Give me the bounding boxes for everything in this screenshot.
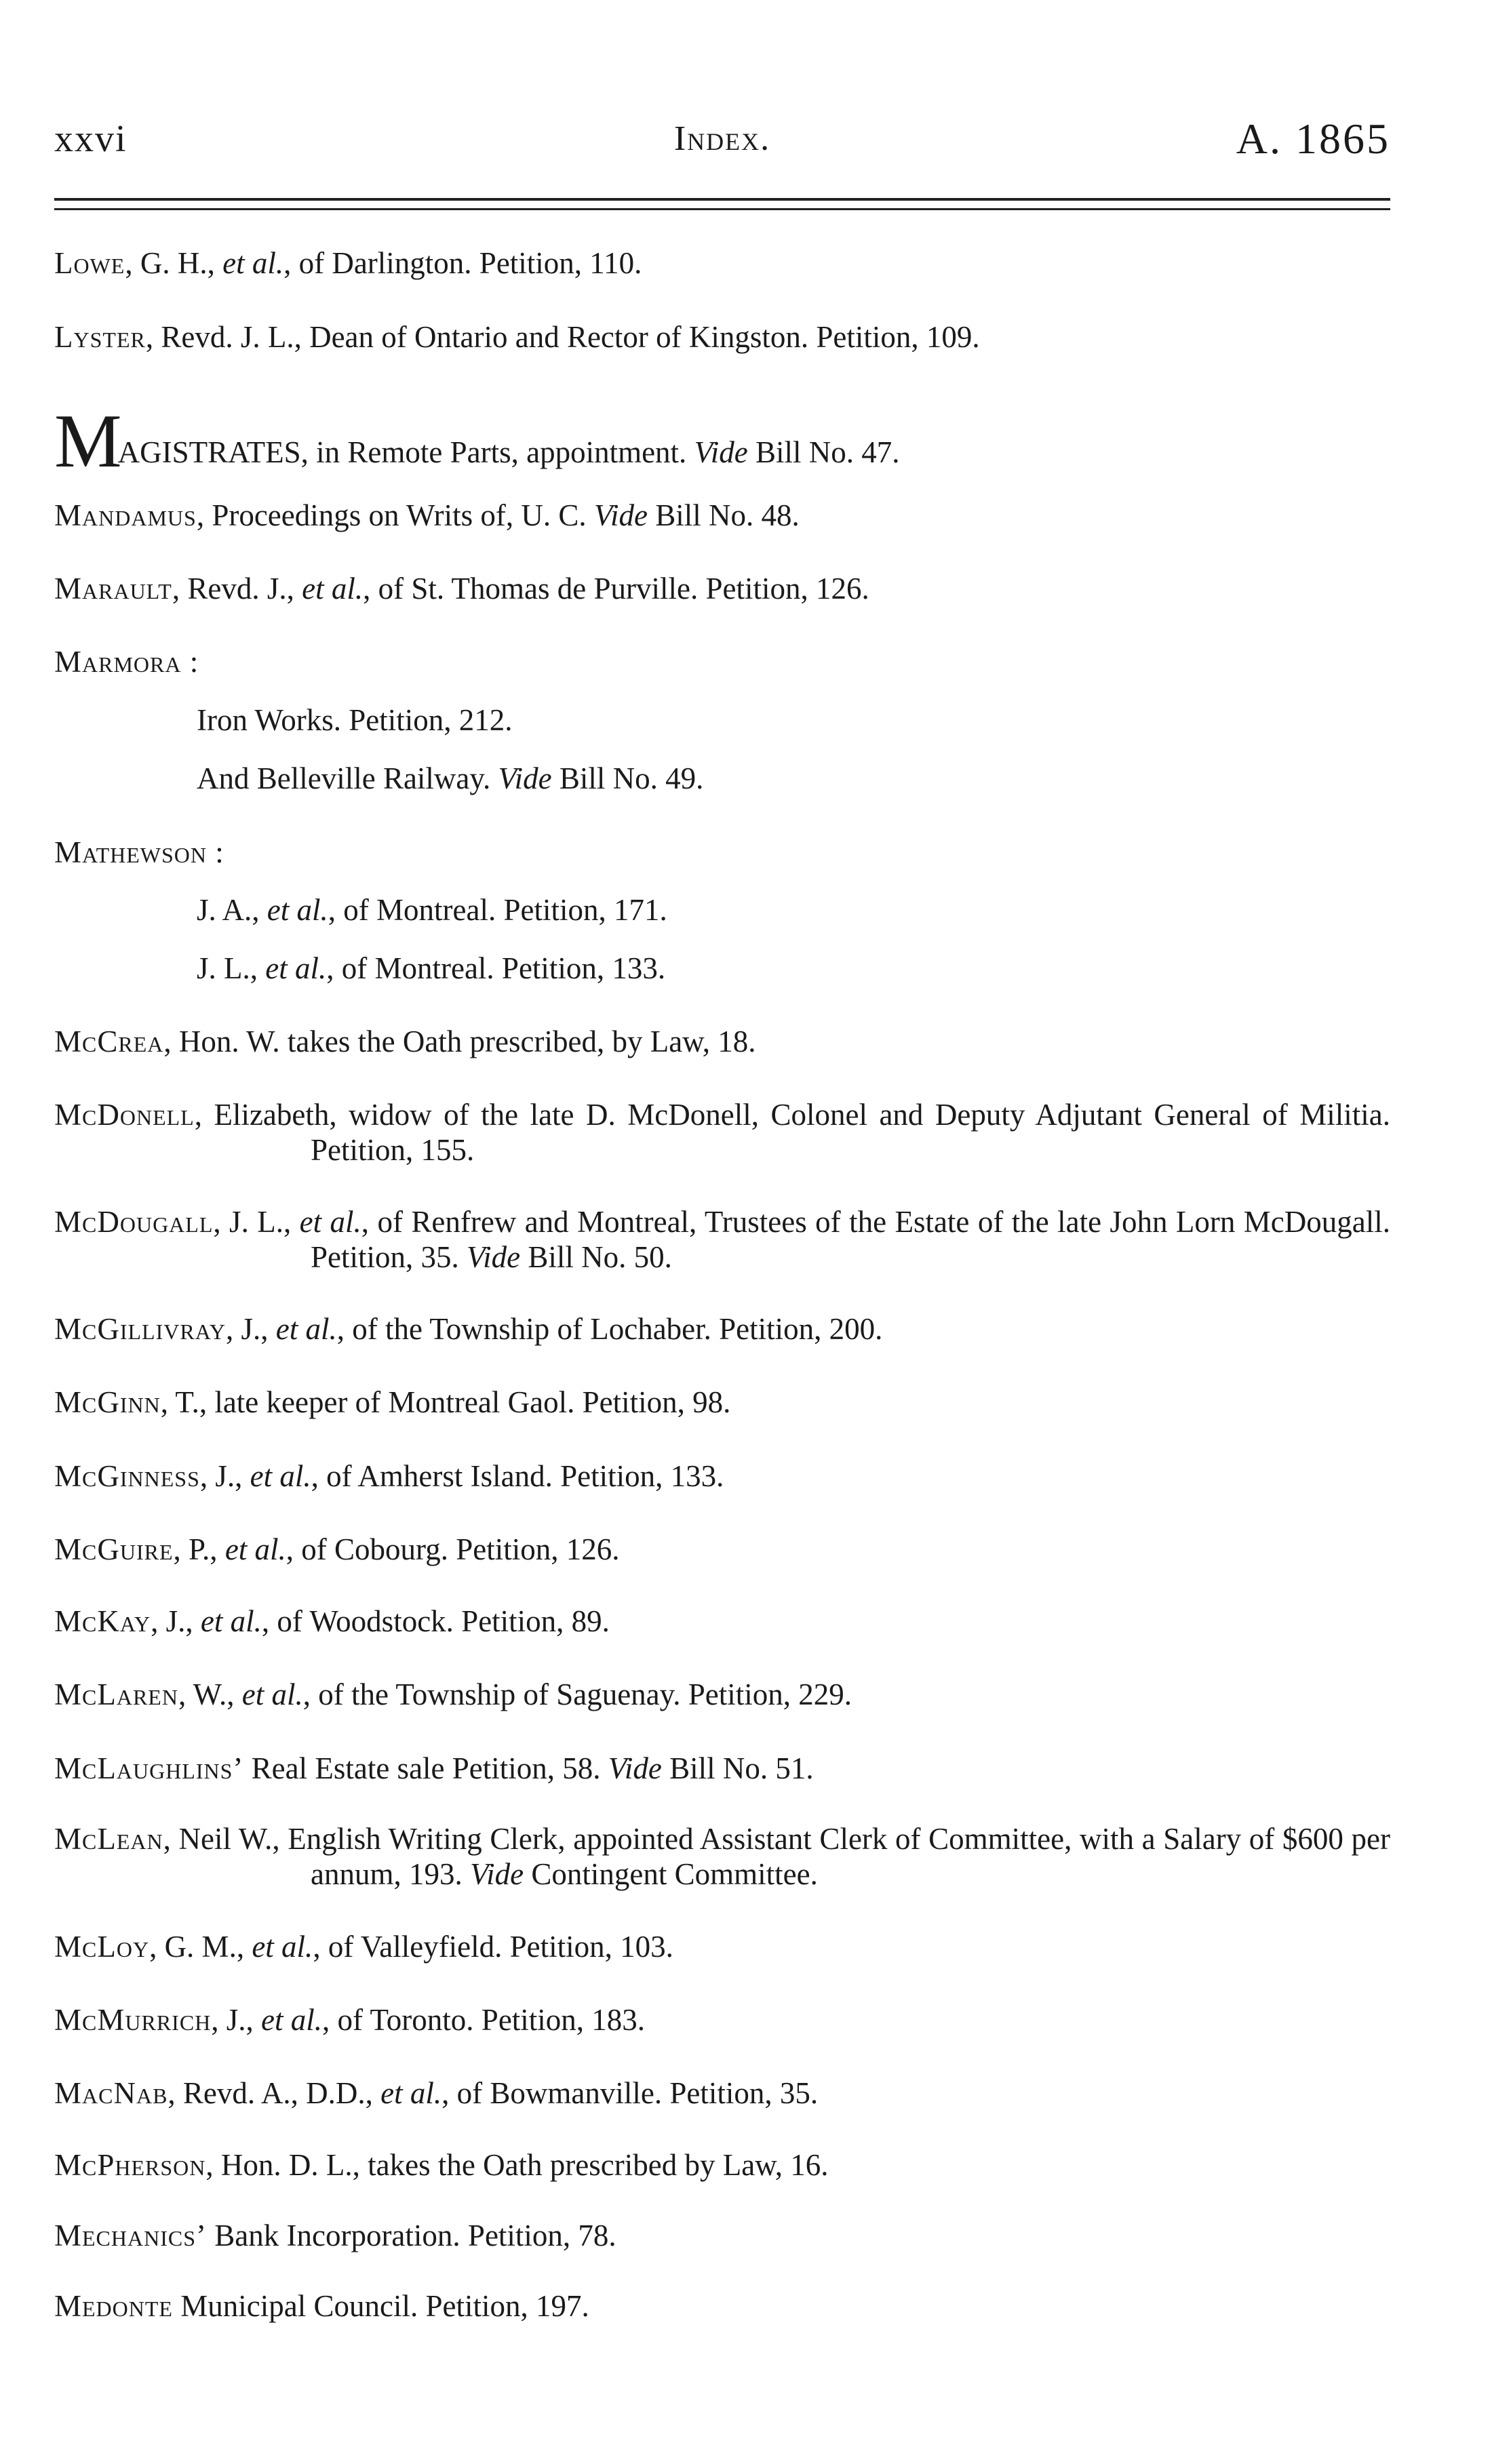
entry-text: , Neil W., English Writing Clerk, appointed Assistant Clerk of Committee, with a Salary of $600 per annum, 193. bbox=[163, 1822, 1390, 1891]
entry-heading: McKay bbox=[54, 1604, 151, 1638]
entry-heading: McDougall bbox=[54, 1205, 214, 1239]
entry-text: Iron Works. Petition, 212. bbox=[197, 703, 513, 737]
entry-text: , of Montreal. Petition, 171. bbox=[328, 893, 667, 927]
entry-heading: Mathewson : bbox=[54, 835, 224, 869]
entry-text: et al. bbox=[224, 1532, 286, 1566]
entry-text: , T., late keeper of Montreal Gaol. Petition, 98. bbox=[160, 1385, 731, 1419]
entry-text: Municipal Council. Petition, 197. bbox=[172, 2289, 589, 2323]
header-rule bbox=[54, 198, 1390, 201]
entry-text: Vide bbox=[694, 435, 748, 469]
entry-text: And Belleville Railway. bbox=[197, 761, 498, 795]
entry-text: , Hon. D. L., takes the Oath prescribed by Law, 16. bbox=[205, 2148, 829, 2182]
entry-text: Vide bbox=[469, 1857, 524, 1891]
entry-text: , Revd. A., D.D., bbox=[168, 2076, 381, 2110]
entry-text: et al. bbox=[275, 1312, 337, 1346]
entry-text: Bill No. 47. bbox=[747, 435, 900, 469]
header-rule bbox=[54, 208, 1390, 210]
entry-text: , of Toronto. Petition, 183. bbox=[322, 2003, 646, 2037]
index-entry-mcpherson bbox=[54, 2147, 1390, 2183]
entry-text: et al. bbox=[265, 951, 327, 985]
index-entry-mcgillivray bbox=[54, 1311, 1390, 1347]
entry-text: , of Bowmanville. Petition, 35. bbox=[441, 2076, 819, 2110]
entry-text: et al. bbox=[200, 1604, 262, 1638]
index-subentry bbox=[54, 702, 1390, 738]
entry-text: , of St. Thomas de Purville. Petition, 126. bbox=[363, 572, 869, 605]
index-subentry bbox=[54, 892, 1390, 928]
entry-text: et al. bbox=[222, 246, 284, 280]
entry-text: , of the Township of Saguenay. Petition, 229. bbox=[302, 1677, 852, 1711]
index-subentry bbox=[54, 761, 1390, 796]
index-entry-mclaren bbox=[54, 1677, 1390, 1712]
entry-heading: McLaughlins’ bbox=[54, 1751, 244, 1785]
entry-text: Bill No. 51. bbox=[661, 1751, 814, 1785]
entry-text: , Revd. J. L., Dean of Ontario and Rector of Kingston. Petition, 109. bbox=[145, 320, 980, 354]
entry-text: , Proceedings on Writs of, U. C. bbox=[196, 498, 594, 532]
index-entry-mandamus bbox=[54, 498, 1390, 533]
entry-text: Vide bbox=[498, 761, 552, 795]
entry-heading: McGinn bbox=[54, 1385, 161, 1419]
entry-heading: Lyster bbox=[54, 320, 146, 354]
entry-heading: McCrea bbox=[54, 1025, 164, 1058]
index-entry-mckay bbox=[54, 1604, 1390, 1639]
entry-text: Real Estate sale Petition, 58. bbox=[243, 1751, 608, 1785]
index-entry-lowe bbox=[54, 245, 1390, 281]
entry-text: , in Remote Parts, appointment. bbox=[300, 435, 694, 469]
entry-text: Vide bbox=[608, 1751, 662, 1785]
entry-text: , of Cobourg. Petition, 126. bbox=[286, 1532, 620, 1566]
index-subentry bbox=[54, 951, 1390, 986]
entry-text: Contingent Committee. bbox=[524, 1857, 818, 1891]
entry-text: , of Woodstock. Petition, 89. bbox=[261, 1604, 610, 1638]
entry-heading: McGillivray bbox=[54, 1312, 226, 1346]
index-entry-mcguire bbox=[54, 1532, 1390, 1567]
entry-text: , of Renfrew and Montreal, Trustees of the Estate of the late John Lorn McDougall. Petition, 35. bbox=[311, 1205, 1391, 1274]
entry-text: et al. bbox=[252, 1930, 313, 1964]
index-entry-mathewson bbox=[54, 835, 1390, 870]
entry-text: , G. H., bbox=[125, 246, 223, 280]
entry-text: Bill No. 48. bbox=[648, 498, 800, 532]
entry-text: Bank Incorporation. Petition, 78. bbox=[207, 2219, 616, 2252]
page-title: Index. bbox=[673, 119, 771, 158]
entry-heading: AGISTRATES bbox=[117, 435, 301, 469]
index-entry-marmora bbox=[54, 644, 1390, 679]
entry-heading: McLoy bbox=[54, 1930, 150, 1964]
index-entry-mclaughlins bbox=[54, 1751, 1390, 1786]
entry-text: , J., bbox=[199, 1459, 250, 1493]
entry-text: Bill No. 49. bbox=[551, 761, 704, 795]
index-entry-mccrea bbox=[54, 1024, 1390, 1059]
entry-text: et al. bbox=[302, 572, 364, 605]
entry-heading: MacNab bbox=[54, 2076, 168, 2110]
entry-text: Vide bbox=[467, 1240, 521, 1274]
entry-text: et al. bbox=[250, 1459, 311, 1493]
index-entry-mechanics bbox=[54, 2218, 1390, 2253]
entry-heading: McPherson bbox=[54, 2148, 206, 2182]
index-entry-medonte bbox=[54, 2288, 1390, 2324]
entry-text: , of Montreal. Petition, 133. bbox=[326, 951, 666, 985]
entry-heading: McMurrich bbox=[54, 2003, 212, 2037]
entry-text: Vide bbox=[593, 498, 648, 532]
entry-text: , J. L., bbox=[213, 1205, 300, 1239]
entry-text: et al. bbox=[261, 2003, 323, 2037]
running-head bbox=[54, 112, 1390, 166]
entry-text: , W., bbox=[178, 1677, 242, 1711]
entry-text: , of the Township of Lochaber. Petition, 200. bbox=[336, 1312, 883, 1346]
index-entry-mcloy bbox=[54, 1929, 1390, 1964]
entry-text: , of Amherst Island. Petition, 133. bbox=[311, 1459, 724, 1493]
entry-heading: McDonell bbox=[54, 1098, 195, 1132]
entry-text: , Hon. W. takes the Oath prescribed, by Law, 18. bbox=[163, 1025, 756, 1058]
entry-text: , of Darlington. Petition, 110. bbox=[283, 246, 642, 280]
entry-text: et al. bbox=[267, 893, 328, 927]
entry-text: et al. bbox=[380, 2076, 442, 2110]
drop-cap: M bbox=[54, 399, 122, 483]
entry-heading: McLean bbox=[54, 1822, 163, 1856]
entry-text: J. A., bbox=[197, 893, 267, 927]
entry-heading: Lowe bbox=[54, 246, 125, 280]
entry-text: et al. bbox=[241, 1677, 303, 1711]
entry-heading: Mechanics’ bbox=[54, 2219, 208, 2252]
entry-text: , of Valleyfield. Petition, 103. bbox=[313, 1930, 673, 1964]
entry-text: , J., bbox=[151, 1604, 201, 1638]
entry-text: , J., bbox=[226, 1312, 276, 1346]
page-number: xxvi bbox=[54, 118, 127, 160]
entry-heading: McLaren bbox=[54, 1677, 178, 1711]
index-entry-mcdonell bbox=[54, 1097, 1390, 1168]
entry-text: et al. bbox=[299, 1205, 361, 1239]
entry-heading: Marmora : bbox=[54, 645, 199, 679]
index-entry-mcdougall bbox=[54, 1204, 1390, 1275]
entry-text: , J., bbox=[211, 2003, 262, 2037]
entry-heading: McGuire bbox=[54, 1532, 174, 1566]
index-entry-marault bbox=[54, 571, 1390, 606]
index-entry-mclean bbox=[54, 1821, 1390, 1892]
entry-heading: Mandamus bbox=[54, 498, 197, 532]
entry-text: , Revd. J., bbox=[172, 572, 302, 605]
entry-heading: McGinness bbox=[54, 1459, 200, 1493]
index-entry-lyster bbox=[54, 319, 1390, 355]
entry-text: , P., bbox=[173, 1532, 225, 1566]
index-entry-mcginn bbox=[54, 1385, 1390, 1420]
entry-text: J. L., bbox=[197, 951, 266, 985]
index-entry-magistrates bbox=[54, 399, 1390, 483]
entry-text: , G. M., bbox=[149, 1930, 252, 1964]
entry-text: Bill No. 50. bbox=[520, 1240, 672, 1274]
entry-heading: Medonte bbox=[54, 2289, 173, 2323]
entry-text: , Elizabeth, widow of the late D. McDonell, Colonel and Deputy Adjutant General of Militia. Petition, 155. bbox=[194, 1098, 1390, 1167]
year-label: A. 1865 bbox=[1236, 115, 1390, 163]
entry-heading: Marault bbox=[54, 572, 172, 605]
index-entry-mcginness bbox=[54, 1458, 1390, 1494]
index-entry-mcmurrich bbox=[54, 2002, 1390, 2038]
index-entry-macnab bbox=[54, 2075, 1390, 2111]
